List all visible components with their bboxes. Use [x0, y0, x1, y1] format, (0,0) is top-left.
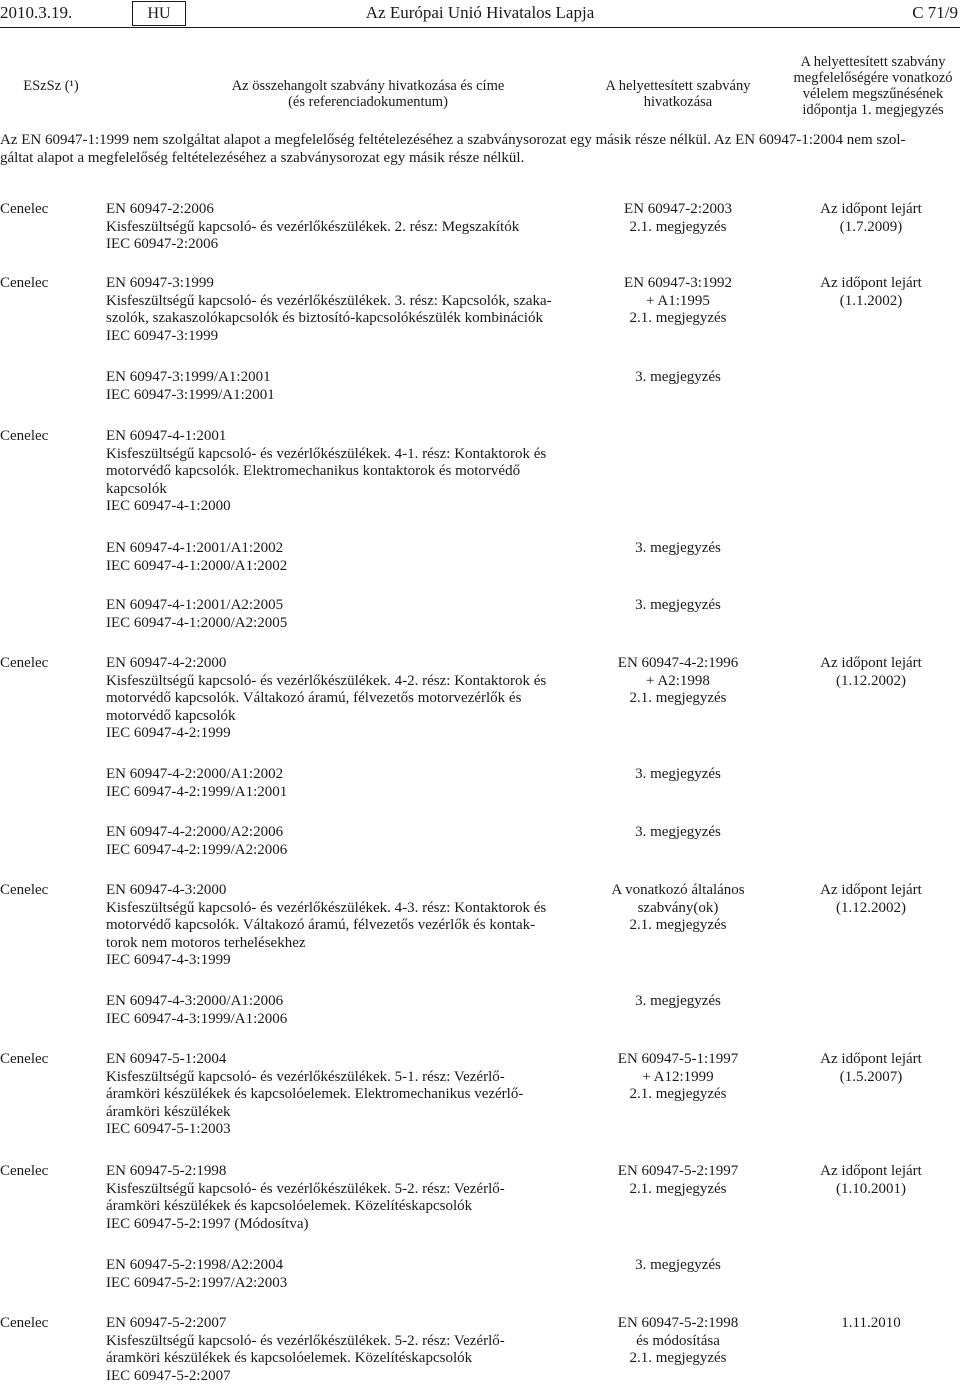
cessation-date-cell	[782, 275, 960, 310]
reference-cell	[106, 275, 568, 345]
cessation-date-cell	[782, 1051, 960, 1086]
cessation-date-cell	[782, 882, 960, 917]
cell-line: (1.12.2002)	[836, 672, 906, 689]
cell-line: Kisfeszültségű kapcsoló- és vezérlőkészülékek. 5-2. rész: Vezérlő-	[106, 1332, 505, 1349]
cell-line: IEC 60947-4-1:2000	[106, 498, 231, 514]
cell-line: EN 60947-3:1992	[624, 275, 732, 291]
reference-cell	[106, 201, 568, 254]
reference-cell	[106, 428, 568, 516]
cell-line: motorvédő kapcsolók. Váltakozó áramú, félvezetős vezérlők és kontak-	[106, 917, 536, 933]
cell-line: Cenelec	[0, 428, 49, 444]
cell-line: IEC 60947-2:2006	[106, 236, 219, 252]
replaced-standard-cell	[586, 766, 770, 784]
cell-line: EN 60947-4-3:2000	[106, 882, 227, 898]
cell-line: IEC 60947-4-2:1999	[106, 725, 231, 741]
cell-line: 3. megjegyzés	[635, 766, 721, 782]
cell-line: motorvédő kapcsolók. Váltakozó áramú, félvezetős motorvezérlők és	[106, 690, 522, 706]
cell-line: IEC 60947-4-2:1999/A1:2001	[106, 783, 288, 800]
cell-line: szolók, szakaszolókapcsolók és biztosító-kapcsolókészülék kombinációk	[106, 310, 543, 326]
cell-line: IEC 60947-4-2:1999/A2:2006	[106, 841, 288, 858]
cell-line: áramköri készülékek és kapcsolóelemek. Elektromechanikus vezérlő-	[106, 1086, 524, 1102]
cell-line: 3. megjegyzés	[635, 540, 721, 556]
cell-line: 2.1. megjegyzés	[629, 1180, 727, 1197]
cell-line: Cenelec	[0, 1315, 49, 1331]
column-header-replaced: A helyettesített szabvány hivatkozása	[605, 78, 751, 110]
reference-cell	[106, 597, 568, 632]
cell-line: EN 60947-5-1:1997	[617, 1051, 739, 1067]
reference-cell	[106, 766, 568, 801]
reference-cell	[106, 540, 568, 575]
cell-line: Kisfeszültségű kapcsoló- és vezérlőkészülékek. 4-3. rész: Kontaktorok és	[106, 899, 547, 916]
cell-line: IEC 60947-3:1999	[106, 327, 219, 344]
publication-date: 2010.3.19.	[0, 3, 73, 22]
cell-line: Cenelec	[0, 882, 49, 898]
cell-line: Kisfeszültségű kapcsoló- és vezérlőkészülékek. 5-2. rész: Vezérlő-	[106, 1180, 505, 1197]
replaced-standard-cell	[586, 993, 770, 1011]
org-cell	[0, 201, 70, 219]
cell-line: torok nem motoros terhelésekhez	[106, 934, 306, 951]
replaced-standard-cell	[586, 201, 770, 236]
page-header	[0, 0, 960, 28]
cell-line: 2.1. megjegyzés	[629, 917, 727, 933]
cell-line: áramköri készülékek és kapcsolóelemek. Közelítéskapcsolók	[106, 1350, 473, 1366]
cessation-date-cell	[782, 201, 960, 236]
cell-line: EN 60947-4-1:2001	[106, 428, 227, 444]
replaced-standard-cell	[586, 824, 770, 842]
cell-line: Kisfeszültségű kapcsoló- és vezérlőkészülékek. 3. rész: Kapcsolók, szaka-	[106, 292, 552, 309]
replaced-standard-cell	[586, 540, 770, 558]
replaced-standard-cell	[586, 1257, 770, 1275]
replaced-standard-cell	[586, 597, 770, 615]
reference-cell	[106, 824, 568, 859]
cell-line: Az időpont lejárt	[820, 882, 922, 898]
cell-line: IEC 60947-5-1:2003	[106, 1121, 231, 1137]
cell-line: EN 60947-3:1999/A1:2001	[106, 369, 271, 385]
cell-line: IEC 60947-4-3:1999	[106, 952, 231, 968]
reference-cell	[106, 1051, 568, 1139]
page-number: C 71/9	[912, 3, 958, 22]
cell-line: szabvány(ok)	[637, 899, 719, 916]
cell-line: áramköri készülékek és kapcsolóelemek. Közelítéskapcsolók	[106, 1198, 473, 1214]
org-cell	[0, 1051, 70, 1069]
cell-line: motorvédő kapcsolók	[106, 707, 236, 724]
cessation-date-cell	[782, 1163, 960, 1198]
cell-line: Kisfeszültségű kapcsoló- és vezérlőkészülékek. 4-2. rész: Kontaktorok és	[106, 672, 547, 689]
replaced-standard-cell	[586, 275, 770, 328]
cell-line: Kisfeszültségű kapcsoló- és vezérlőkészülékek. 4-1. rész: Kontaktorok és	[106, 445, 547, 462]
cell-line: EN 60947-4-1:2001/A2:2005	[106, 597, 284, 613]
cell-line: IEC 60947-3:1999/A1:2001	[106, 386, 275, 403]
replaced-standard-cell	[586, 1163, 770, 1198]
cell-line: 3. megjegyzés	[635, 369, 721, 385]
org-cell	[0, 882, 70, 900]
cell-line: Cenelec	[0, 275, 49, 291]
cell-line: 3. megjegyzés	[635, 1257, 721, 1273]
cell-line: IEC 60947-4-1:2000/A2:2005	[106, 614, 288, 631]
cell-line: IEC 60947-5-2:1997/A2:2003	[106, 1274, 288, 1291]
cell-line: Cenelec	[0, 655, 49, 671]
cell-line: A vonatkozó általános	[611, 882, 745, 898]
org-cell	[0, 655, 70, 673]
column-header-cessation-date: A helyettesített szabvány megfelelőségére vonatkozó vélelem megszűnésének időpontja 1. megjegyzés	[793, 54, 953, 118]
cell-line: EN 60947-2:2006	[106, 201, 214, 217]
cell-line: + A1:1995	[646, 292, 710, 309]
cell-line: 1.11.2010	[841, 1315, 901, 1331]
cell-line: Az időpont lejárt	[820, 1051, 922, 1067]
cell-line: 2.1. megjegyzés	[629, 1086, 727, 1102]
cell-line: EN 60947-5-2:1998/A2:2004	[106, 1257, 284, 1273]
cell-line: IEC 60947-4-3:1999/A1:2006	[106, 1010, 288, 1027]
org-cell	[0, 275, 70, 293]
cell-line: Az időpont lejárt	[820, 275, 922, 291]
cessation-date-cell	[782, 1315, 960, 1333]
cell-line: EN 60947-4-3:2000/A1:2006	[106, 993, 284, 1009]
cell-line: Az időpont lejárt	[820, 201, 922, 217]
replaced-standard-cell	[586, 882, 770, 935]
cell-line: 2.1. megjegyzés	[629, 218, 727, 235]
cell-line: EN 60947-4-2:2000	[106, 655, 227, 671]
header-rule	[0, 27, 960, 28]
replaced-standard-cell	[586, 655, 770, 708]
cell-line: Az időpont lejárt	[820, 655, 922, 671]
org-cell	[0, 428, 70, 446]
journal-title: Az Európai Unió Hivatalos Lapja	[365, 3, 595, 22]
cell-line: (1.7.2009)	[839, 218, 903, 235]
reference-cell	[106, 655, 568, 743]
cell-line: EN 60947-5-2:1997	[617, 1163, 739, 1179]
replaced-standard-cell	[586, 369, 770, 387]
cell-line: 2.1. megjegyzés	[629, 1350, 727, 1366]
cell-line: és módosítása	[636, 1332, 720, 1349]
cell-line: Cenelec	[0, 1163, 49, 1179]
cell-line: Kisfeszültségű kapcsoló- és vezérlőkészülékek. 5-1. rész: Vezérlő-	[106, 1068, 505, 1085]
cell-line: EN 60947-5-2:1998	[617, 1315, 739, 1331]
cell-line: EN 60947-5-2:1998	[106, 1163, 227, 1179]
cell-line: 3. megjegyzés	[635, 993, 721, 1009]
replaced-standard-cell	[586, 1315, 770, 1368]
cell-line: IEC 60947-5-2:2007	[106, 1367, 231, 1384]
reference-cell	[106, 993, 568, 1028]
reference-cell	[106, 882, 568, 970]
cell-line: IEC 60947-4-1:2000/A1:2002	[106, 557, 288, 574]
cell-line: IEC 60947-5-2:1997 (Módosítva)	[106, 1215, 309, 1232]
cell-line: EN 60947-2:2003	[624, 201, 732, 217]
cessation-date-cell	[782, 655, 960, 690]
cell-line: áramköri készülékek	[106, 1103, 231, 1120]
language-code-box: HU	[132, 1, 186, 26]
reference-cell	[106, 1257, 568, 1292]
cell-line: EN 60947-3:1999	[106, 275, 214, 291]
cell-line: Az időpont lejárt	[820, 1163, 922, 1179]
cell-line: 2.1. megjegyzés	[629, 310, 727, 326]
cell-line: (1.10.2001)	[836, 1180, 906, 1197]
cell-line: EN 60947-4-2:2000/A2:2006	[106, 824, 284, 840]
cell-line: Cenelec	[0, 201, 49, 217]
cell-line: (1.1.2002)	[839, 292, 903, 309]
cell-line: Cenelec	[0, 1051, 49, 1067]
reference-cell	[106, 369, 568, 404]
cell-line: EN 60947-5-1:2004	[106, 1051, 227, 1067]
cell-line: EN 60947-4-1:2001/A1:2002	[106, 540, 284, 556]
cell-line: EN 60947-4-2:1996	[617, 655, 739, 671]
cell-line: + A2:1998	[646, 672, 710, 689]
cell-line: Kisfeszültségű kapcsoló- és vezérlőkészülékek. 2. rész: Megszakítók	[106, 218, 520, 235]
replaced-standard-cell	[586, 1051, 770, 1104]
cell-line: EN 60947-4-2:2000/A1:2002	[106, 766, 284, 782]
reference-cell	[106, 1315, 568, 1385]
series-note: Az EN 60947-1:1999 nem szolgáltat alapot a megfelelőség feltételezéséhez a szabványsorozat egy másik része nélkül. Az EN 60947-1:2004 nem szol- gáltat alapot a megfelelőség feltételezéséhez a szabványsorozat egy másik része nélkül.	[0, 132, 906, 166]
cell-line: EN 60947-5-2:2007	[106, 1315, 227, 1331]
cell-line: (1.12.2002)	[836, 899, 906, 916]
org-cell	[0, 1315, 70, 1333]
column-header-org: ESzSz (¹)	[23, 78, 79, 94]
cell-line: (1.5.2007)	[839, 1068, 903, 1085]
cell-line: + A12:1999	[642, 1068, 714, 1085]
cell-line: 3. megjegyzés	[635, 597, 721, 613]
org-cell	[0, 1163, 70, 1181]
cell-line: 3. megjegyzés	[635, 824, 721, 840]
reference-cell	[106, 1163, 568, 1233]
column-header-reference: Az összehangolt szabvány hivatkozása és címe (és referenciadokumentum)	[231, 78, 505, 110]
cell-line: motorvédő kapcsolók. Elektromechanikus kontaktorok és motorvédő	[106, 463, 521, 479]
cell-line: kapcsolók	[106, 480, 167, 497]
cell-line: 2.1. megjegyzés	[629, 690, 727, 706]
